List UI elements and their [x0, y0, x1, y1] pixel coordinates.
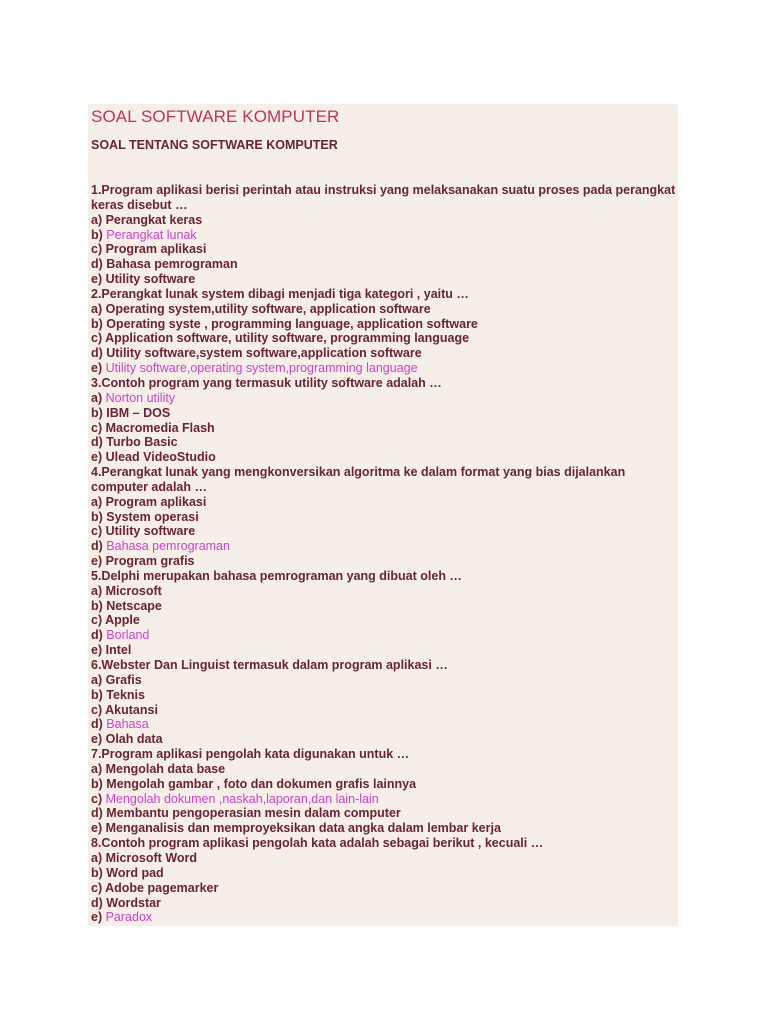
option-text: Teknis — [106, 687, 145, 702]
option-text: Utility software,operating system,programming language — [105, 361, 418, 376]
question-text: 7.Program aplikasi pengolah kata digunakan untuk … — [91, 747, 410, 762]
option-letter: d) — [91, 717, 107, 732]
option-text: Bahasa pemrograman — [106, 539, 230, 554]
option-letter: e) — [91, 910, 106, 925]
answer-option — [91, 421, 678, 436]
option-text: Wordstar — [106, 895, 161, 910]
option-letter: c) — [91, 702, 106, 717]
answer-option-correct — [91, 910, 678, 925]
option-letter: e) — [91, 450, 106, 465]
answer-option — [91, 673, 678, 688]
answer-option-correct — [91, 717, 678, 732]
option-text: Mengolah gambar , foto dan dokumen grafis lainnya — [106, 776, 417, 791]
page-title: SOAL SOFTWARE KOMPUTER — [91, 107, 340, 126]
option-letter: e) — [91, 554, 106, 569]
answer-option — [91, 584, 678, 599]
option-letter: b) — [91, 316, 107, 331]
option-letter: a) — [91, 390, 106, 405]
option-letter: d) — [91, 628, 107, 643]
question-list — [91, 183, 678, 925]
question-text: 4.Perangkat lunak yang mengkonversikan algoritma ke dalam format yang bias dijalankan — [91, 465, 626, 480]
option-letter: d) — [91, 539, 107, 554]
option-letter: e) — [91, 821, 106, 836]
option-text: Program aplikasi — [105, 494, 207, 509]
answer-option — [91, 302, 678, 317]
question-block — [91, 836, 678, 925]
option-letter: c) — [91, 791, 106, 806]
answer-option — [91, 257, 678, 272]
answer-option — [91, 703, 678, 718]
answer-option — [91, 732, 678, 747]
option-letter: a) — [91, 583, 106, 598]
option-letter: e) — [91, 272, 106, 287]
option-text: IBM – DOS — [106, 405, 171, 420]
question-text: 1.Program aplikasi berisi perintah atau instruksi yang melaksanakan suatu proses pada perangkat — [91, 183, 676, 197]
option-letter: a) — [91, 761, 106, 776]
answer-option — [91, 435, 678, 450]
question-block — [91, 287, 678, 376]
document-content — [88, 104, 678, 926]
option-letter: b) — [91, 776, 107, 791]
answer-option-correct — [91, 539, 678, 554]
option-text: Microsoft — [105, 583, 162, 598]
option-letter: c) — [91, 880, 106, 895]
option-text: Operating system,utility software, application software — [105, 301, 431, 316]
option-text: Olah data — [105, 732, 163, 747]
answer-option — [91, 896, 678, 911]
option-text: Bahasa — [106, 717, 149, 732]
option-text: Utility software — [105, 272, 196, 287]
option-text: Paradox — [105, 910, 153, 925]
question-block — [91, 465, 678, 569]
question-text: computer adalah … — [91, 479, 207, 494]
answer-option-correct — [91, 391, 678, 406]
question-block — [91, 569, 678, 658]
option-letter: a) — [91, 301, 106, 316]
option-text: System operasi — [106, 509, 199, 524]
option-text: Menganalisis dan memproyeksikan data angka dalam lembar kerja — [105, 821, 501, 836]
answer-option — [91, 406, 678, 421]
option-letter: c) — [91, 242, 106, 257]
answer-option — [91, 495, 678, 510]
option-text: Borland — [106, 628, 150, 643]
answer-option — [91, 821, 678, 836]
option-letter: e) — [91, 732, 106, 747]
option-text: Perangkat keras — [105, 212, 203, 227]
question-text: 5.Delphi merupakan bahasa pemrograman yang dibuat oleh … — [91, 568, 462, 583]
option-letter: d) — [91, 435, 107, 450]
answer-option — [91, 613, 678, 628]
answer-option — [91, 554, 678, 569]
answer-option — [91, 317, 678, 332]
option-letter: a) — [91, 494, 106, 509]
answer-option-correct — [91, 361, 678, 376]
page-subtitle: SOAL TENTANG SOFTWARE KOMPUTER — [91, 138, 338, 152]
option-letter: d) — [91, 806, 107, 821]
question-text: 2.Perangkat lunak system dibagi menjadi tiga kategori , yaitu … — [91, 286, 469, 301]
option-text: Ulead VideoStudio — [105, 450, 216, 465]
option-text: Program grafis — [105, 554, 195, 569]
option-text: Utility software — [105, 524, 196, 539]
option-text: Mengolah dokumen ,naskah,laporan,dan lain-lain — [105, 791, 379, 806]
option-text: Program aplikasi — [105, 242, 207, 257]
answer-option — [91, 851, 678, 866]
option-text: Intel — [105, 643, 132, 658]
answer-option — [91, 762, 678, 777]
option-text: Perangkat lunak — [106, 227, 197, 242]
option-text: Apple — [105, 613, 140, 628]
question-block — [91, 376, 678, 465]
question-text: keras disebut … — [91, 197, 188, 212]
answer-option — [91, 272, 678, 287]
answer-option-correct — [91, 792, 678, 807]
option-letter: b) — [91, 598, 107, 613]
option-text: Adobe pagemarker — [105, 880, 219, 895]
option-text: Grafis — [105, 672, 142, 687]
answer-option — [91, 599, 678, 614]
option-text: Bahasa pemrograman — [106, 257, 238, 272]
option-letter: e) — [91, 643, 106, 658]
question-text: 3.Contoh program yang termasuk utility software adalah … — [91, 375, 442, 390]
answer-option — [91, 450, 678, 465]
question-text: 6.Webster Dan Linguist termasuk dalam program aplikasi … — [91, 658, 448, 672]
option-text: Norton utility — [105, 390, 176, 405]
option-text: Mengolah data base — [105, 761, 226, 776]
question-block — [91, 658, 678, 747]
answer-option — [91, 643, 678, 658]
option-letter: c) — [91, 331, 106, 346]
option-text: Turbo Basic — [106, 435, 178, 450]
option-letter: a) — [91, 850, 106, 865]
option-letter: a) — [91, 212, 106, 227]
option-text: Operating syste , programming language, application software — [106, 316, 478, 331]
answer-option — [91, 866, 678, 881]
option-text: Macromedia Flash — [105, 420, 215, 435]
option-text: Utility software,system software,application software — [106, 346, 422, 361]
question-text: 8.Contoh program aplikasi pengolah kata adalah sebagai berikut , kecuali … — [91, 836, 544, 851]
option-text: Netscape — [106, 598, 162, 613]
answer-option — [91, 777, 678, 792]
option-letter: b) — [91, 227, 107, 242]
question-block — [91, 183, 678, 287]
answer-option — [91, 346, 678, 361]
option-letter: c) — [91, 420, 106, 435]
option-letter: b) — [91, 865, 107, 880]
answer-option — [91, 213, 678, 228]
option-letter: a) — [91, 672, 106, 687]
answer-option-correct — [91, 628, 678, 643]
option-letter: d) — [91, 895, 107, 910]
answer-option — [91, 331, 678, 346]
answer-option — [91, 881, 678, 896]
option-text: Akutansi — [105, 702, 158, 717]
option-text: Microsoft Word — [105, 850, 198, 865]
answer-option — [91, 242, 678, 257]
answer-option — [91, 524, 678, 539]
option-letter: b) — [91, 509, 107, 524]
option-text: Word pad — [106, 865, 164, 880]
option-letter: b) — [91, 687, 107, 702]
question-block — [91, 747, 678, 836]
option-letter: d) — [91, 257, 107, 272]
answer-option — [91, 688, 678, 703]
option-letter: c) — [91, 524, 106, 539]
option-letter: d) — [91, 346, 107, 361]
answer-option — [91, 510, 678, 525]
option-letter: e) — [91, 361, 106, 376]
option-letter: c) — [91, 613, 106, 628]
answer-option — [91, 806, 678, 821]
option-letter: b) — [91, 405, 107, 420]
option-text: Application software, utility software, programming language — [105, 331, 470, 346]
answer-option-correct — [91, 228, 678, 243]
option-text: Membantu pengoperasian mesin dalam computer — [106, 806, 401, 821]
